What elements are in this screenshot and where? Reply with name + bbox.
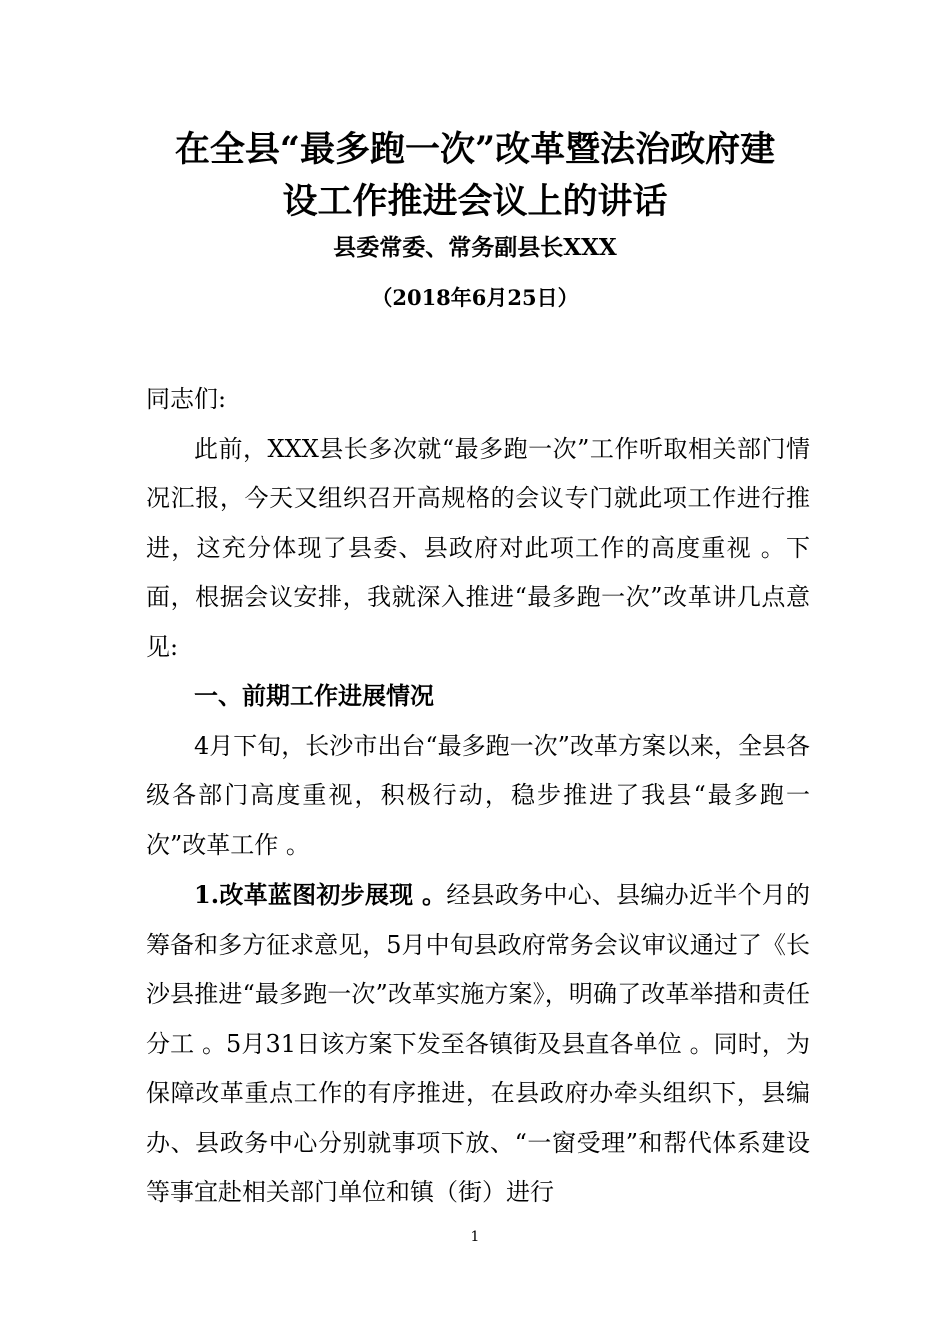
section-heading-1: 一、前期工作进展情况: [194, 682, 434, 710]
document-title-line-2: 设工作推进会议上的讲话: [282, 181, 668, 222]
section-1-paragraph: 4月下旬，长沙市出台“最多跑一次”改革方案以来，全县各级各部门高度重视，积极行动，稳步推进了我县“最多跑一次”改革工作 。: [146, 731, 810, 859]
salutation: 同志们:: [146, 385, 227, 413]
document-title-line-1: 在全县“最多跑一次”改革暨法治政府建: [174, 129, 776, 170]
intro-paragraph: 此前，XXX县长多次就“最多跑一次”工作听取相关部门情况汇报，今天又组织召开高规格的会议专门就此项工作进行推进，这充分体现了县委、县政府对此项工作的高度重视 。下面，根据会议安排，我就深入推进“最多跑一次”改革讲几点意见:: [146, 434, 810, 661]
speech-date: （2018年6月25日）: [371, 285, 579, 310]
document-body: [146, 375, 810, 1218]
speaker-line: 县委常委、常务副县长XXX: [333, 234, 617, 261]
item-1-paragraph: [146, 870, 810, 1218]
item-1-text: 经县政务中心、县编办近半个月的筹备和多方征求意见，5月中旬县政府常务会议审议通过了《长沙县推进“最多跑一次”改革实施方案》，明确了改革举措和责任分工 。5月31日该方案下发至各镇街及县直各单位 。同时，为保障改革重点工作的有序推进，在县政府办牵头组织下，县编办、县政务中心分别就事项下放、“一窗受理”和帮代体系建设等事宜赴相关部门单位和镇（街）进行: [146, 881, 810, 1206]
page-number: 1: [470, 1229, 480, 1245]
item-1-lead: 1.改革蓝图初步展现 。: [194, 880, 447, 909]
